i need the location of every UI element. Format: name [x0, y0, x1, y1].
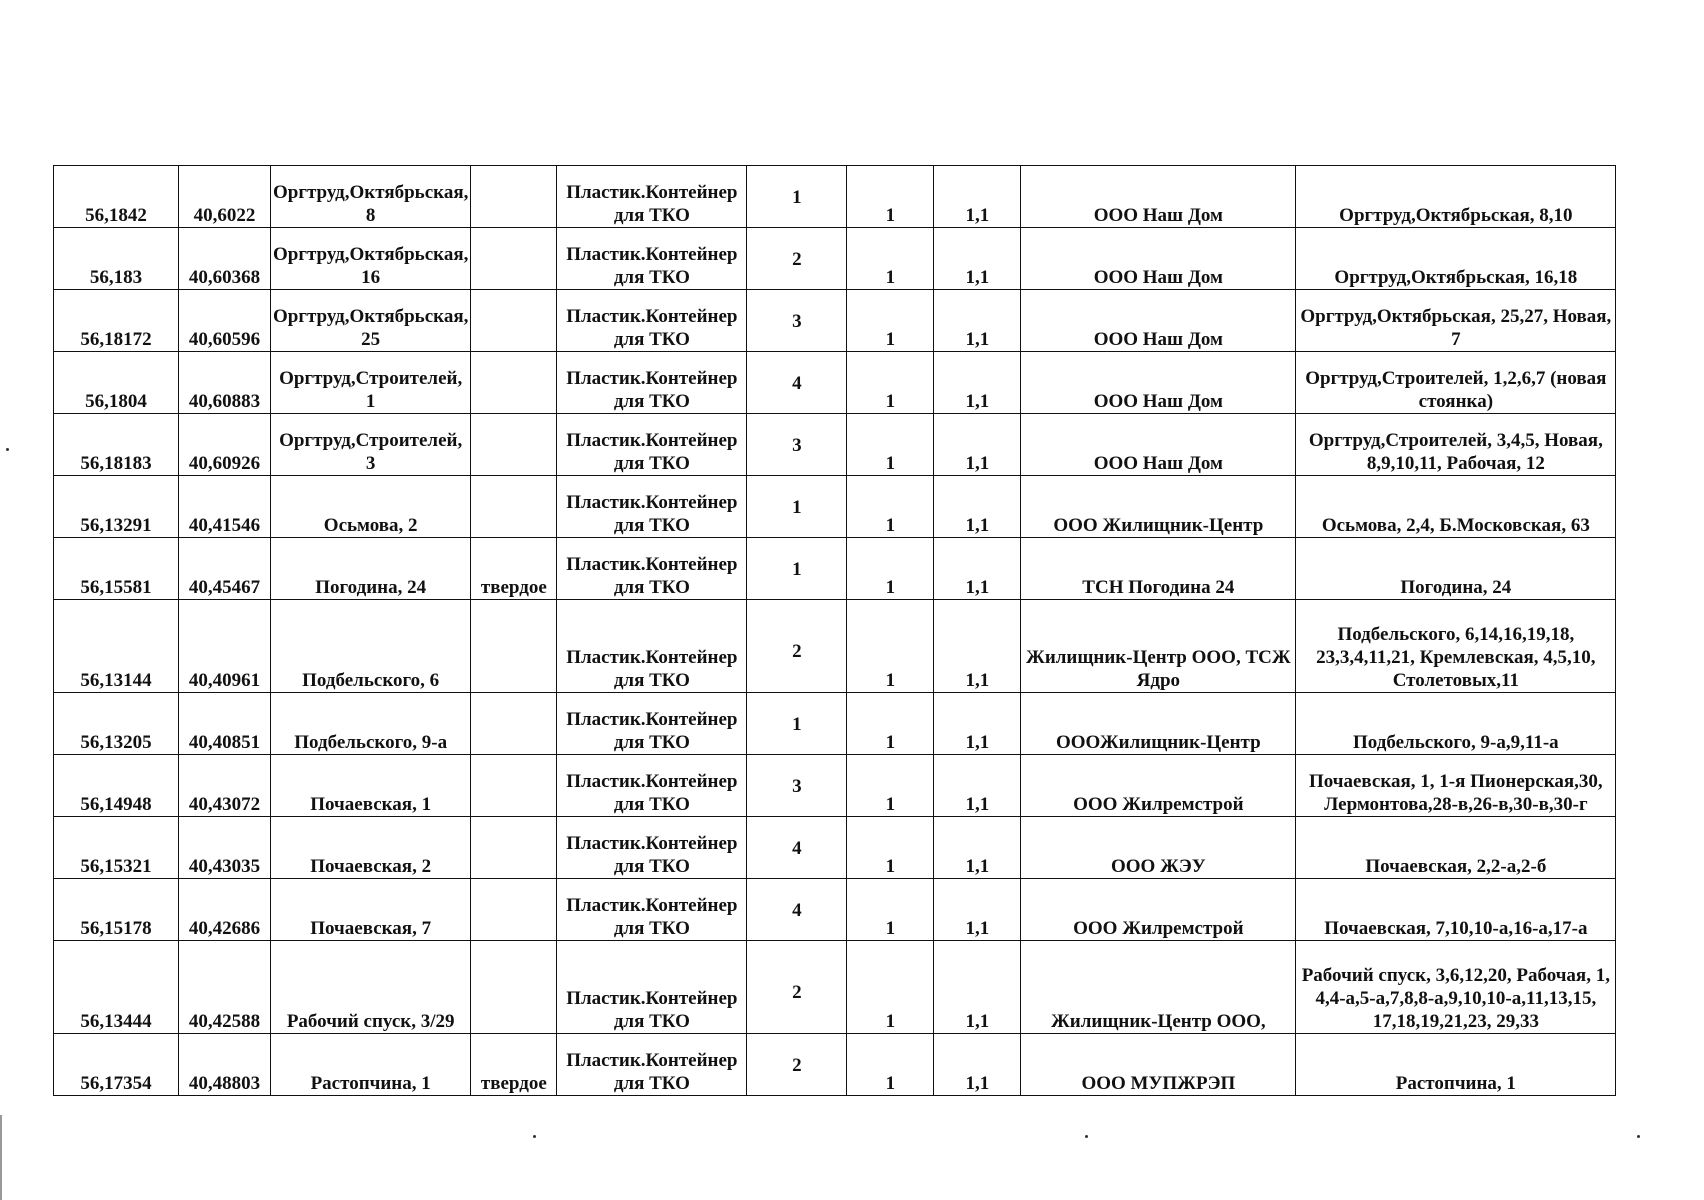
- served-addresses-cell: Растопчина, 1: [1296, 1034, 1616, 1096]
- lon-cell: 40,60368: [179, 228, 271, 290]
- container-cell: Пластик.Контейнер для ТКО: [557, 352, 747, 414]
- surface-cell: [471, 166, 557, 228]
- table-row: [54, 538, 1616, 600]
- lat-cell: 56,15178: [54, 879, 179, 941]
- table-row: [54, 1034, 1616, 1096]
- scan-dot: [1637, 1135, 1640, 1138]
- surface-cell: [471, 755, 557, 817]
- address-cell: Почаевская, 1: [271, 755, 471, 817]
- lon-cell: 40,43072: [179, 755, 271, 817]
- volume-cell: 1,1: [934, 941, 1021, 1034]
- quantity-cell: 1: [847, 755, 934, 817]
- lon-cell: 40,42588: [179, 941, 271, 1034]
- address-cell: Рабочий спуск, 3/29: [271, 941, 471, 1034]
- table-row: [54, 879, 1616, 941]
- lon-cell: 40,41546: [179, 476, 271, 538]
- served-addresses-cell: Оргтруд,Строителей, 1,2,6,7 (новая стоянка): [1296, 352, 1616, 414]
- quantity-cell: 1: [847, 414, 934, 476]
- organization-cell: ООО МУПЖРЭП: [1021, 1034, 1296, 1096]
- organization-cell: ООО Наш Дом: [1021, 228, 1296, 290]
- table-row: [54, 755, 1616, 817]
- address-cell: Почаевская, 2: [271, 817, 471, 879]
- organization-cell: Жилищник-Центр ООО,: [1021, 941, 1296, 1034]
- container-cell: Пластик.Контейнер для ТКО: [557, 1034, 747, 1096]
- address-cell: Оргтруд,Строителей, 3: [271, 414, 471, 476]
- container-cell: Пластик.Контейнер для ТКО: [557, 941, 747, 1034]
- quantity-cell: 1: [847, 476, 934, 538]
- volume-cell: 1,1: [934, 414, 1021, 476]
- volume-cell: 1,1: [934, 166, 1021, 228]
- count-cell: 3: [747, 755, 847, 817]
- address-cell: Подбельского, 9-а: [271, 693, 471, 755]
- organization-cell: ООО Наш Дом: [1021, 290, 1296, 352]
- quantity-cell: 1: [847, 166, 934, 228]
- organization-cell: ООО ЖЭУ: [1021, 817, 1296, 879]
- scan-dot: [533, 1135, 536, 1138]
- count-cell: 2: [747, 941, 847, 1034]
- scan-dot: [6, 448, 9, 451]
- organization-cell: ООО Жилремстрой: [1021, 755, 1296, 817]
- address-cell: Погодина, 24: [271, 538, 471, 600]
- count-cell: 1: [747, 693, 847, 755]
- volume-cell: 1,1: [934, 693, 1021, 755]
- quantity-cell: 1: [847, 290, 934, 352]
- table-row: [54, 476, 1616, 538]
- table-body: [54, 166, 1616, 1096]
- lat-cell: 56,13144: [54, 600, 179, 693]
- organization-cell: ООО Наш Дом: [1021, 166, 1296, 228]
- lon-cell: 40,40851: [179, 693, 271, 755]
- volume-cell: 1,1: [934, 817, 1021, 879]
- scan-dot: [1085, 1135, 1088, 1138]
- served-addresses-cell: Подбельского, 6,14,16,19,18, 23,3,4,11,21, Кремлевская, 4,5,10, Столетовых,11: [1296, 600, 1616, 693]
- served-addresses-cell: Оргтруд,Октябрьская, 16,18: [1296, 228, 1616, 290]
- served-addresses-cell: Рабочий спуск, 3,6,12,20, Рабочая, 1, 4,4-а,5-а,7,8,8-а,9,10,10-а,11,13,15, 17,18,19,21,23, 29,33: [1296, 941, 1616, 1034]
- address-cell: Осьмова, 2: [271, 476, 471, 538]
- volume-cell: 1,1: [934, 755, 1021, 817]
- address-cell: Почаевская, 7: [271, 879, 471, 941]
- lon-cell: 40,60596: [179, 290, 271, 352]
- served-addresses-cell: Оргтруд,Октябрьская, 8,10: [1296, 166, 1616, 228]
- table-row: [54, 228, 1616, 290]
- count-cell: 4: [747, 817, 847, 879]
- served-addresses-cell: Почаевская, 2,2-а,2-б: [1296, 817, 1616, 879]
- surface-cell: [471, 476, 557, 538]
- lat-cell: 56,183: [54, 228, 179, 290]
- volume-cell: 1,1: [934, 538, 1021, 600]
- served-addresses-cell: Погодина, 24: [1296, 538, 1616, 600]
- lon-cell: 40,48803: [179, 1034, 271, 1096]
- quantity-cell: 1: [847, 817, 934, 879]
- lon-cell: 40,42686: [179, 879, 271, 941]
- lon-cell: 40,40961: [179, 600, 271, 693]
- volume-cell: 1,1: [934, 1034, 1021, 1096]
- lon-cell: 40,6022: [179, 166, 271, 228]
- container-cell: Пластик.Контейнер для ТКО: [557, 228, 747, 290]
- surface-cell: [471, 290, 557, 352]
- table-row: [54, 290, 1616, 352]
- count-cell: 1: [747, 538, 847, 600]
- container-cell: Пластик.Контейнер для ТКО: [557, 414, 747, 476]
- lat-cell: 56,13291: [54, 476, 179, 538]
- surface-cell: твердое: [471, 538, 557, 600]
- address-cell: Оргтруд,Октябрьская, 25: [271, 290, 471, 352]
- table-row: [54, 352, 1616, 414]
- volume-cell: 1,1: [934, 879, 1021, 941]
- address-cell: Оргтруд,Строителей, 1: [271, 352, 471, 414]
- container-cell: Пластик.Контейнер для ТКО: [557, 817, 747, 879]
- lon-cell: 40,45467: [179, 538, 271, 600]
- table-row: [54, 693, 1616, 755]
- quantity-cell: 1: [847, 600, 934, 693]
- address-cell: Подбельского, 6: [271, 600, 471, 693]
- volume-cell: 1,1: [934, 228, 1021, 290]
- count-cell: 1: [747, 476, 847, 538]
- lat-cell: 56,1842: [54, 166, 179, 228]
- surface-cell: [471, 693, 557, 755]
- surface-cell: [471, 941, 557, 1034]
- count-cell: 3: [747, 290, 847, 352]
- organization-cell: ООО Наш Дом: [1021, 352, 1296, 414]
- container-cell: Пластик.Контейнер для ТКО: [557, 600, 747, 693]
- quantity-cell: 1: [847, 941, 934, 1034]
- container-cell: Пластик.Контейнер для ТКО: [557, 755, 747, 817]
- container-cell: Пластик.Контейнер для ТКО: [557, 166, 747, 228]
- organization-cell: ОООЖилищник-Центр: [1021, 693, 1296, 755]
- quantity-cell: 1: [847, 228, 934, 290]
- surface-cell: [471, 600, 557, 693]
- data-table: [53, 165, 1616, 1096]
- organization-cell: ООО Жилищник-Центр: [1021, 476, 1296, 538]
- lon-cell: 40,60926: [179, 414, 271, 476]
- surface-cell: [471, 879, 557, 941]
- lon-cell: 40,60883: [179, 352, 271, 414]
- organization-cell: ООО Наш Дом: [1021, 414, 1296, 476]
- volume-cell: 1,1: [934, 290, 1021, 352]
- lat-cell: 56,15321: [54, 817, 179, 879]
- organization-cell: ООО Жилремстрой: [1021, 879, 1296, 941]
- table-row: [54, 414, 1616, 476]
- quantity-cell: 1: [847, 352, 934, 414]
- organization-cell: Жилищник-Центр ООО, ТСЖ Ядро: [1021, 600, 1296, 693]
- container-cell: Пластик.Контейнер для ТКО: [557, 476, 747, 538]
- served-addresses-cell: Оргтруд,Октябрьская, 25,27, Новая, 7: [1296, 290, 1616, 352]
- lat-cell: 56,15581: [54, 538, 179, 600]
- container-cell: Пластик.Контейнер для ТКО: [557, 879, 747, 941]
- quantity-cell: 1: [847, 1034, 934, 1096]
- count-cell: 2: [747, 1034, 847, 1096]
- lat-cell: 56,13205: [54, 693, 179, 755]
- lat-cell: 56,1804: [54, 352, 179, 414]
- table-row: [54, 166, 1616, 228]
- served-addresses-cell: Подбельского, 9-а,9,11-а: [1296, 693, 1616, 755]
- served-addresses-cell: Оргтруд,Строителей, 3,4,5, Новая, 8,9,10,11, Рабочая, 12: [1296, 414, 1616, 476]
- quantity-cell: 1: [847, 538, 934, 600]
- surface-cell: [471, 228, 557, 290]
- count-cell: 1: [747, 166, 847, 228]
- count-cell: 4: [747, 879, 847, 941]
- count-cell: 2: [747, 228, 847, 290]
- lat-cell: 56,17354: [54, 1034, 179, 1096]
- address-cell: Оргтруд,Октябрьская, 16: [271, 228, 471, 290]
- volume-cell: 1,1: [934, 600, 1021, 693]
- organization-cell: ТСН Погодина 24: [1021, 538, 1296, 600]
- lat-cell: 56,18172: [54, 290, 179, 352]
- quantity-cell: 1: [847, 693, 934, 755]
- table-row: [54, 600, 1616, 693]
- volume-cell: 1,1: [934, 476, 1021, 538]
- lat-cell: 56,14948: [54, 755, 179, 817]
- surface-cell: [471, 352, 557, 414]
- surface-cell: [471, 817, 557, 879]
- count-cell: 2: [747, 600, 847, 693]
- scan-edge-mark: [0, 1115, 2, 1200]
- served-addresses-cell: Почаевская, 7,10,10-а,16-а,17-а: [1296, 879, 1616, 941]
- quantity-cell: 1: [847, 879, 934, 941]
- address-cell: Растопчина, 1: [271, 1034, 471, 1096]
- table-row: [54, 817, 1616, 879]
- container-cell: Пластик.Контейнер для ТКО: [557, 538, 747, 600]
- surface-cell: [471, 414, 557, 476]
- count-cell: 4: [747, 352, 847, 414]
- container-cell: Пластик.Контейнер для ТКО: [557, 693, 747, 755]
- surface-cell: твердое: [471, 1034, 557, 1096]
- count-cell: 3: [747, 414, 847, 476]
- lat-cell: 56,18183: [54, 414, 179, 476]
- served-addresses-cell: Почаевская, 1, 1-я Пионерская,30, Лермонтова,28-в,26-в,30-в,30-г: [1296, 755, 1616, 817]
- lon-cell: 40,43035: [179, 817, 271, 879]
- table-row: [54, 941, 1616, 1034]
- lat-cell: 56,13444: [54, 941, 179, 1034]
- container-cell: Пластик.Контейнер для ТКО: [557, 290, 747, 352]
- address-cell: Оргтруд,Октябрьская, 8: [271, 166, 471, 228]
- served-addresses-cell: Осьмова, 2,4, Б.Московская, 63: [1296, 476, 1616, 538]
- volume-cell: 1,1: [934, 352, 1021, 414]
